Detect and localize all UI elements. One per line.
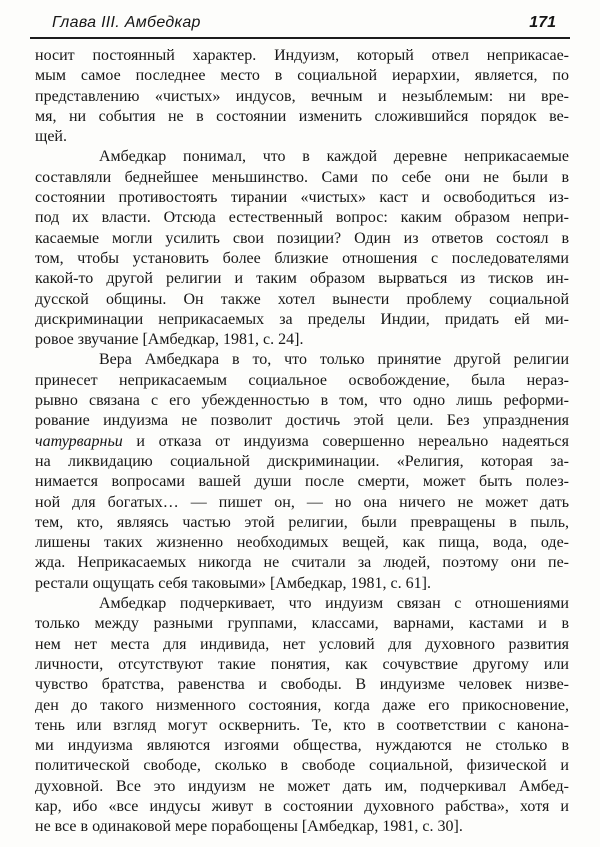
text-line bbox=[35, 107, 569, 127]
text-line bbox=[35, 574, 569, 594]
text-line bbox=[35, 249, 569, 269]
text-line bbox=[35, 411, 569, 431]
text-segment: не все в одинаковой мере порабощены [Амбедкар, 1981, с. 30]. bbox=[35, 818, 463, 836]
text-segment: дискриминации неприкасаемых за пределы Индии, придать ей ми- bbox=[35, 310, 569, 328]
text-segment: рование индуизма не позволит достичь этой цели. Без упразднения bbox=[35, 412, 569, 430]
text-line bbox=[35, 290, 569, 310]
text-line bbox=[35, 66, 569, 86]
text-segment: том, чтобы установить более близкие отношения с последователями bbox=[35, 249, 569, 267]
text-line bbox=[35, 350, 569, 370]
text-segment: ровое звучание [Амбедкар, 1981, с. 24]. bbox=[35, 331, 304, 349]
text-segment: Вера Амбедкара в то, что только принятие другой религии bbox=[99, 351, 569, 369]
text-segment: касаемые могли усилить свои позиции? Один из ответов состоял в bbox=[35, 229, 569, 247]
text-line bbox=[35, 330, 569, 350]
text-segment: только между разными группами, классами, варнами, кастами и в bbox=[35, 615, 569, 633]
text-line bbox=[35, 696, 569, 716]
text-segment: тем, кто, являясь частью этой религии, были превращены в пыль, bbox=[35, 513, 569, 531]
text-segment: ми индуизма являются изгоями общества, нуждаются не столько в bbox=[35, 737, 569, 755]
text-line bbox=[35, 168, 569, 188]
text-segment: носит постоянный характер. Индуизм, который отвел неприкасае- bbox=[35, 47, 569, 64]
text-segment: рестали ощущать себя таковыми» [Амбедкар, 1981, с. 61]. bbox=[35, 574, 431, 592]
text-segment: на ликвидацию социальной дискриминации. «Религия, которая за- bbox=[35, 452, 569, 470]
text-line bbox=[35, 817, 569, 837]
text-line bbox=[35, 452, 569, 472]
text-line bbox=[35, 472, 569, 492]
text-line bbox=[35, 594, 569, 614]
text-segment: нимается вопросами вашей души после смерти, может быть полез- bbox=[35, 473, 569, 491]
text-line bbox=[35, 614, 569, 634]
text-segment: политической свободе, сколько в свободе социальной, физической и bbox=[35, 757, 569, 775]
text-line bbox=[35, 208, 569, 228]
text-segment: принесет неприкасаемым социальное освобождение, была нераз- bbox=[35, 371, 569, 389]
text-segment: под их власти. Отсюда естественный вопрос: каким образом непри- bbox=[35, 209, 569, 227]
text-segment: составляли беднейшее меньшинство. Сами по себе они не были в bbox=[35, 168, 569, 186]
text-line bbox=[35, 87, 569, 107]
text-segment: дусской общины. Он также хотел вынести проблему социальной bbox=[35, 290, 569, 308]
text-line bbox=[35, 46, 569, 66]
text-segment: Амбедкар подчеркивает, что индуизм связан с отношениями bbox=[99, 595, 569, 613]
text-segment: какой-то другой религии и таким образом вырваться из тисков ин- bbox=[35, 270, 569, 288]
text-segment: мым самое последнее место в социальной иерархии, является, по bbox=[35, 67, 569, 85]
text-line bbox=[35, 229, 569, 249]
text-line bbox=[35, 716, 569, 736]
text-line bbox=[35, 493, 569, 513]
page-body bbox=[35, 46, 569, 838]
text-segment: лишены таких жизненно необходимых вещей, как пища, вода, оде- bbox=[35, 534, 569, 552]
text-segment: ден до такого низменного состояния, когда даже его прикосновение, bbox=[35, 696, 569, 714]
paragraph bbox=[35, 594, 569, 838]
text-segment: жда. Неприкасаемых никогда не считали за людей, поэтому они пе- bbox=[35, 554, 569, 572]
text-line bbox=[35, 310, 569, 330]
text-line bbox=[35, 655, 569, 675]
text-line bbox=[35, 391, 569, 411]
text-segment: мя, ни события не в состоянии изменить сложившийся порядок ве- bbox=[35, 107, 569, 125]
text-segment: тень или взгляд могут осквернить. Те, кто в соответствии с канона- bbox=[35, 716, 569, 734]
text-segment: нем нет места для индивида, нет условий для духовного развития bbox=[35, 635, 569, 653]
running-header bbox=[30, 14, 570, 39]
text-line bbox=[35, 635, 569, 655]
text-line bbox=[35, 736, 569, 756]
text-segment: Амбедкар понимал, что в каждой деревне неприкасаемые bbox=[99, 148, 569, 166]
text-line bbox=[35, 147, 569, 167]
text-line bbox=[35, 432, 569, 452]
text-line bbox=[35, 513, 569, 533]
text-line bbox=[35, 756, 569, 776]
text-line bbox=[35, 127, 569, 147]
text-line bbox=[35, 553, 569, 573]
italic-term: чатурварньи bbox=[35, 432, 123, 450]
text-segment: духовной. Все это индуизм не может дать им, подчеркивал Амбед- bbox=[35, 777, 569, 795]
chapter-title: Глава III. Амбедкар bbox=[52, 14, 201, 31]
text-segment: щей. bbox=[35, 128, 67, 146]
text-segment: представлению «чистых» индусов, вечным и незыблемым: ни вре- bbox=[35, 87, 569, 105]
text-segment: личности, отсутствуют такие понятия, как сочувствие другому или bbox=[35, 655, 569, 673]
paragraph bbox=[35, 46, 569, 147]
text-line bbox=[35, 188, 569, 208]
text-line bbox=[35, 777, 569, 797]
text-segment: состоянии противостоять тирании «чистых» каст и освободиться из- bbox=[35, 189, 569, 207]
paragraph bbox=[35, 147, 569, 350]
text-segment: ной для богатых… — пишет он, — но она ничего не может дать bbox=[35, 493, 569, 511]
text-line bbox=[35, 675, 569, 695]
text-segment: чувство братства, равенства и свободы. В индуизме человек низве- bbox=[35, 676, 569, 694]
paragraph bbox=[35, 350, 569, 594]
text-line bbox=[35, 371, 569, 391]
page-number: 171 bbox=[529, 14, 556, 31]
text-segment: и отказа от индуизма совершенно нереально надеяться bbox=[122, 432, 569, 450]
text-segment: кар, ибо «все индусы живут в состоянии духовного рабства», хотя и bbox=[35, 797, 569, 815]
text-line bbox=[35, 269, 569, 289]
text-line bbox=[35, 797, 569, 817]
text-segment: рывно связана с его убежденностью в том, что одно лишь реформи- bbox=[35, 392, 569, 410]
text-line bbox=[35, 533, 569, 553]
